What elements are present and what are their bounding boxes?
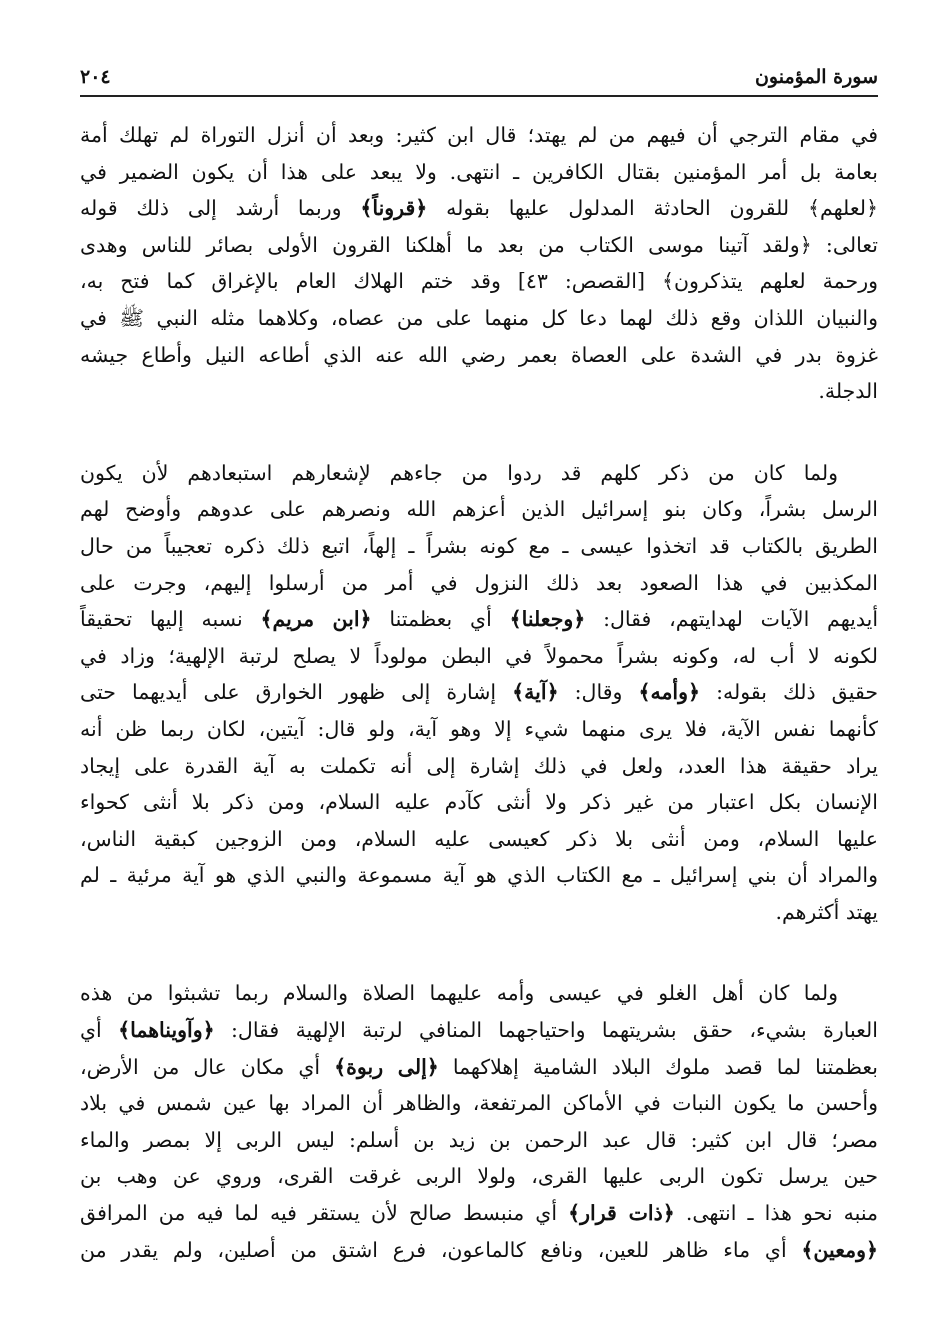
text-line	[80, 1085, 878, 1122]
text-segment: الطريق بالكتاب قد اتخذوا عيسى ـ مع كونه بشراً ـ إلهاً، اتبع ذلك ذكره تعجيباً من حال	[80, 533, 878, 558]
text-segment: أي منبسط صالح لأن يستقر فيه لما فيه من المرافق	[80, 1201, 569, 1226]
text-line	[80, 117, 878, 154]
text-segment: وأحسن ما يكون النبات في الأماكن المرتفعة، والظاهر أن المراد بها عين شمس في بلاد	[80, 1091, 878, 1116]
text-line	[80, 601, 878, 638]
quran-quote: ﴿إلى ربوة﴾	[334, 1054, 439, 1079]
text-line	[80, 373, 878, 410]
text-segment: المكذبين في هذا الصعود بعد ذلك النزول في أمر من أرسلوا إليهم، وجرت على	[80, 570, 878, 595]
text-segment: حقيق ذلك بقوله:	[700, 680, 878, 705]
text-line	[80, 1232, 878, 1269]
text-line	[80, 894, 878, 931]
paragraph	[80, 455, 878, 931]
text-segment: أي مكان عال من الأرض،	[80, 1054, 335, 1079]
text-line	[80, 857, 878, 894]
text-segment: بعامة بل أمر المؤمنين بقتال الكافرين ـ انتهى. ولا يبعد على هذا أن يكون الضمير في	[80, 159, 878, 184]
text-line	[80, 784, 878, 821]
text-line	[80, 1122, 878, 1159]
text-line	[80, 455, 878, 492]
text-segment: ورحمة لعلهم يتذكرون﴾ [القصص: ٤٣] وقد ختم الهلاك العام بالإغراق كما فتح به،	[80, 269, 878, 294]
paragraph	[80, 975, 878, 1268]
text-segment: ولما كان من ذكر كلهم قد ردوا من جاءهم لإشعارهم استبعادهم لأن يكون	[80, 460, 838, 485]
text-segment: يراد حقيقة هذا العدد، ولعل في ذلك إشارة إلى أنه تكملت به آية القدرة على إيجاد	[80, 753, 878, 778]
text-segment: والمراد أن بني إسرائيل ـ مع الكتاب الذي هو آية مسموعة والنبي الذي هو آية مرئية ـ لم	[80, 863, 878, 888]
running-header	[80, 60, 878, 94]
text-line	[80, 1049, 878, 1086]
text-segment: إشارة إلى ظهور الخوارق على أيديهما حتى	[80, 680, 513, 705]
text-segment: أيديهم الآيات لهدايتهم، فقال:	[585, 607, 879, 632]
text-segment: نسبه إليها تحقيقاً	[80, 607, 261, 632]
text-line	[80, 190, 878, 227]
surah-title: سورة المؤمنون	[754, 66, 878, 88]
text-line	[80, 674, 878, 711]
text-line	[80, 154, 878, 191]
text-segment: الدجلة.	[818, 379, 878, 404]
text-segment: ولما كان أهل الغلو في عيسى وأمه عليهما الصلاة والسلام ربما تشبثوا من هذه	[80, 981, 838, 1006]
text-line	[80, 1012, 878, 1049]
text-segment: مصر؛ قال ابن كثير: قال عبد الرحمن بن زيد بن أسلم: ليس الربى إلا بمصر والماء	[80, 1127, 878, 1152]
text-segment: وربما أرشد إلى ذلك قوله	[80, 196, 361, 221]
quran-quote: ﴿قروناً﴾	[360, 196, 428, 221]
text-line	[80, 975, 878, 1012]
text-line	[80, 227, 878, 264]
text-segment: حين يرسل تكون الربى عليها القرى، ولولا الربى غرقت القرى، وروي عن وهب بن	[80, 1164, 878, 1189]
quran-quote: ﴿وجعلنا﴾	[509, 607, 586, 632]
text-segment: غزوة بدر في الشدة على العصاة بعمر رضي الله عنه الذي أطاعه النيل وأطاع جيشه	[80, 342, 878, 367]
text-line	[80, 300, 878, 337]
text-segment: كأنهما نفس الآية، فلا يرى منهما شيء إلا وهو آية، ولو قال: آيتين، لكان ربما ظن أنه	[80, 716, 878, 741]
header-divider	[80, 95, 878, 97]
text-segment: منبه نحو هذا ـ انتهى.	[674, 1201, 878, 1226]
text-line	[80, 748, 878, 785]
quran-quote: ﴿ابن مريم﴾	[260, 607, 372, 632]
text-segment: والنبيان اللذان وقع ذلك لهما دعا كل منهما على من عصاه، وكلاهما مثله النبي ﷺ في	[80, 305, 878, 330]
text-segment: يهتد أكثرهم.	[775, 899, 878, 924]
text-segment: تعالى: ﴿ولقد آتينا موسى الكتاب من بعد ما أهلكنا القرون الأولى بصائر للناس وهدى	[80, 232, 878, 257]
text-line	[80, 528, 878, 565]
quran-quote: ﴿وأمه﴾	[638, 680, 701, 705]
quran-quote: ﴿ذات قرار﴾	[568, 1201, 675, 1226]
quran-quote: ﴿وآويناهما﴾	[118, 1018, 215, 1043]
quran-quote: ﴿آية﴾	[512, 680, 559, 705]
text-line	[80, 821, 878, 858]
paragraph	[80, 117, 878, 410]
text-segment: أي ماء ظاهر للعين، ونافع كالماعون، فرع اشتق من أصلين، ولم يقدر من	[80, 1237, 802, 1262]
text-line	[80, 638, 878, 675]
text-segment: العبارة بشيء، حقق بشريتهما واحتياجهما المنافي لرتبة الإلهية فقال:	[214, 1018, 878, 1043]
page-body	[80, 117, 878, 1313]
text-segment: عليها السلام، ومن أنثى بلا ذكر كعيسى عليه السلام، ومن الزوجين كبقية الناس،	[80, 826, 878, 851]
text-line	[80, 1195, 878, 1232]
text-segment: في مقام الترجي أن فيهم من لم يهتد؛ قال ابن كثير: وبعد أن أنزل التوراة لم تهلك أمة	[80, 123, 878, 147]
text-segment: بعظمتنا لما قصد ملوك البلاد الشامية إهلاكهما	[438, 1054, 878, 1079]
text-segment: الإنسان بكل اعتبار من غير ذكر ولا أنثى كآدم عليه السلام، ومن ذكر بلا أنثى كحواء	[80, 790, 878, 815]
quran-quote: ﴿ومعين﴾	[801, 1237, 878, 1262]
text-segment: لكونه لا أب له، وكونه بشراً محمولاً في البطن مولوداً لا يصلح لرتبة الإلهية؛ وزاد في	[80, 643, 878, 668]
text-line	[80, 1158, 878, 1195]
page-number: ٢٠٤	[80, 66, 111, 88]
text-segment: وقال:	[558, 680, 639, 705]
text-line	[80, 337, 878, 374]
text-segment: أي	[80, 1018, 119, 1043]
text-segment: أي بعظمتنا	[371, 607, 510, 632]
text-line	[80, 565, 878, 602]
text-line	[80, 491, 878, 528]
text-segment: الرسل بشراً، وكان بنو إسرائيل الذين أعزهم الله ونصرهم على عدوهم وأوضح لهم	[80, 497, 878, 522]
text-segment: ﴿لعلهم﴾ للقرون الحادثة المدلول عليها بقوله	[427, 196, 878, 221]
text-line	[80, 711, 878, 748]
text-line	[80, 263, 878, 300]
